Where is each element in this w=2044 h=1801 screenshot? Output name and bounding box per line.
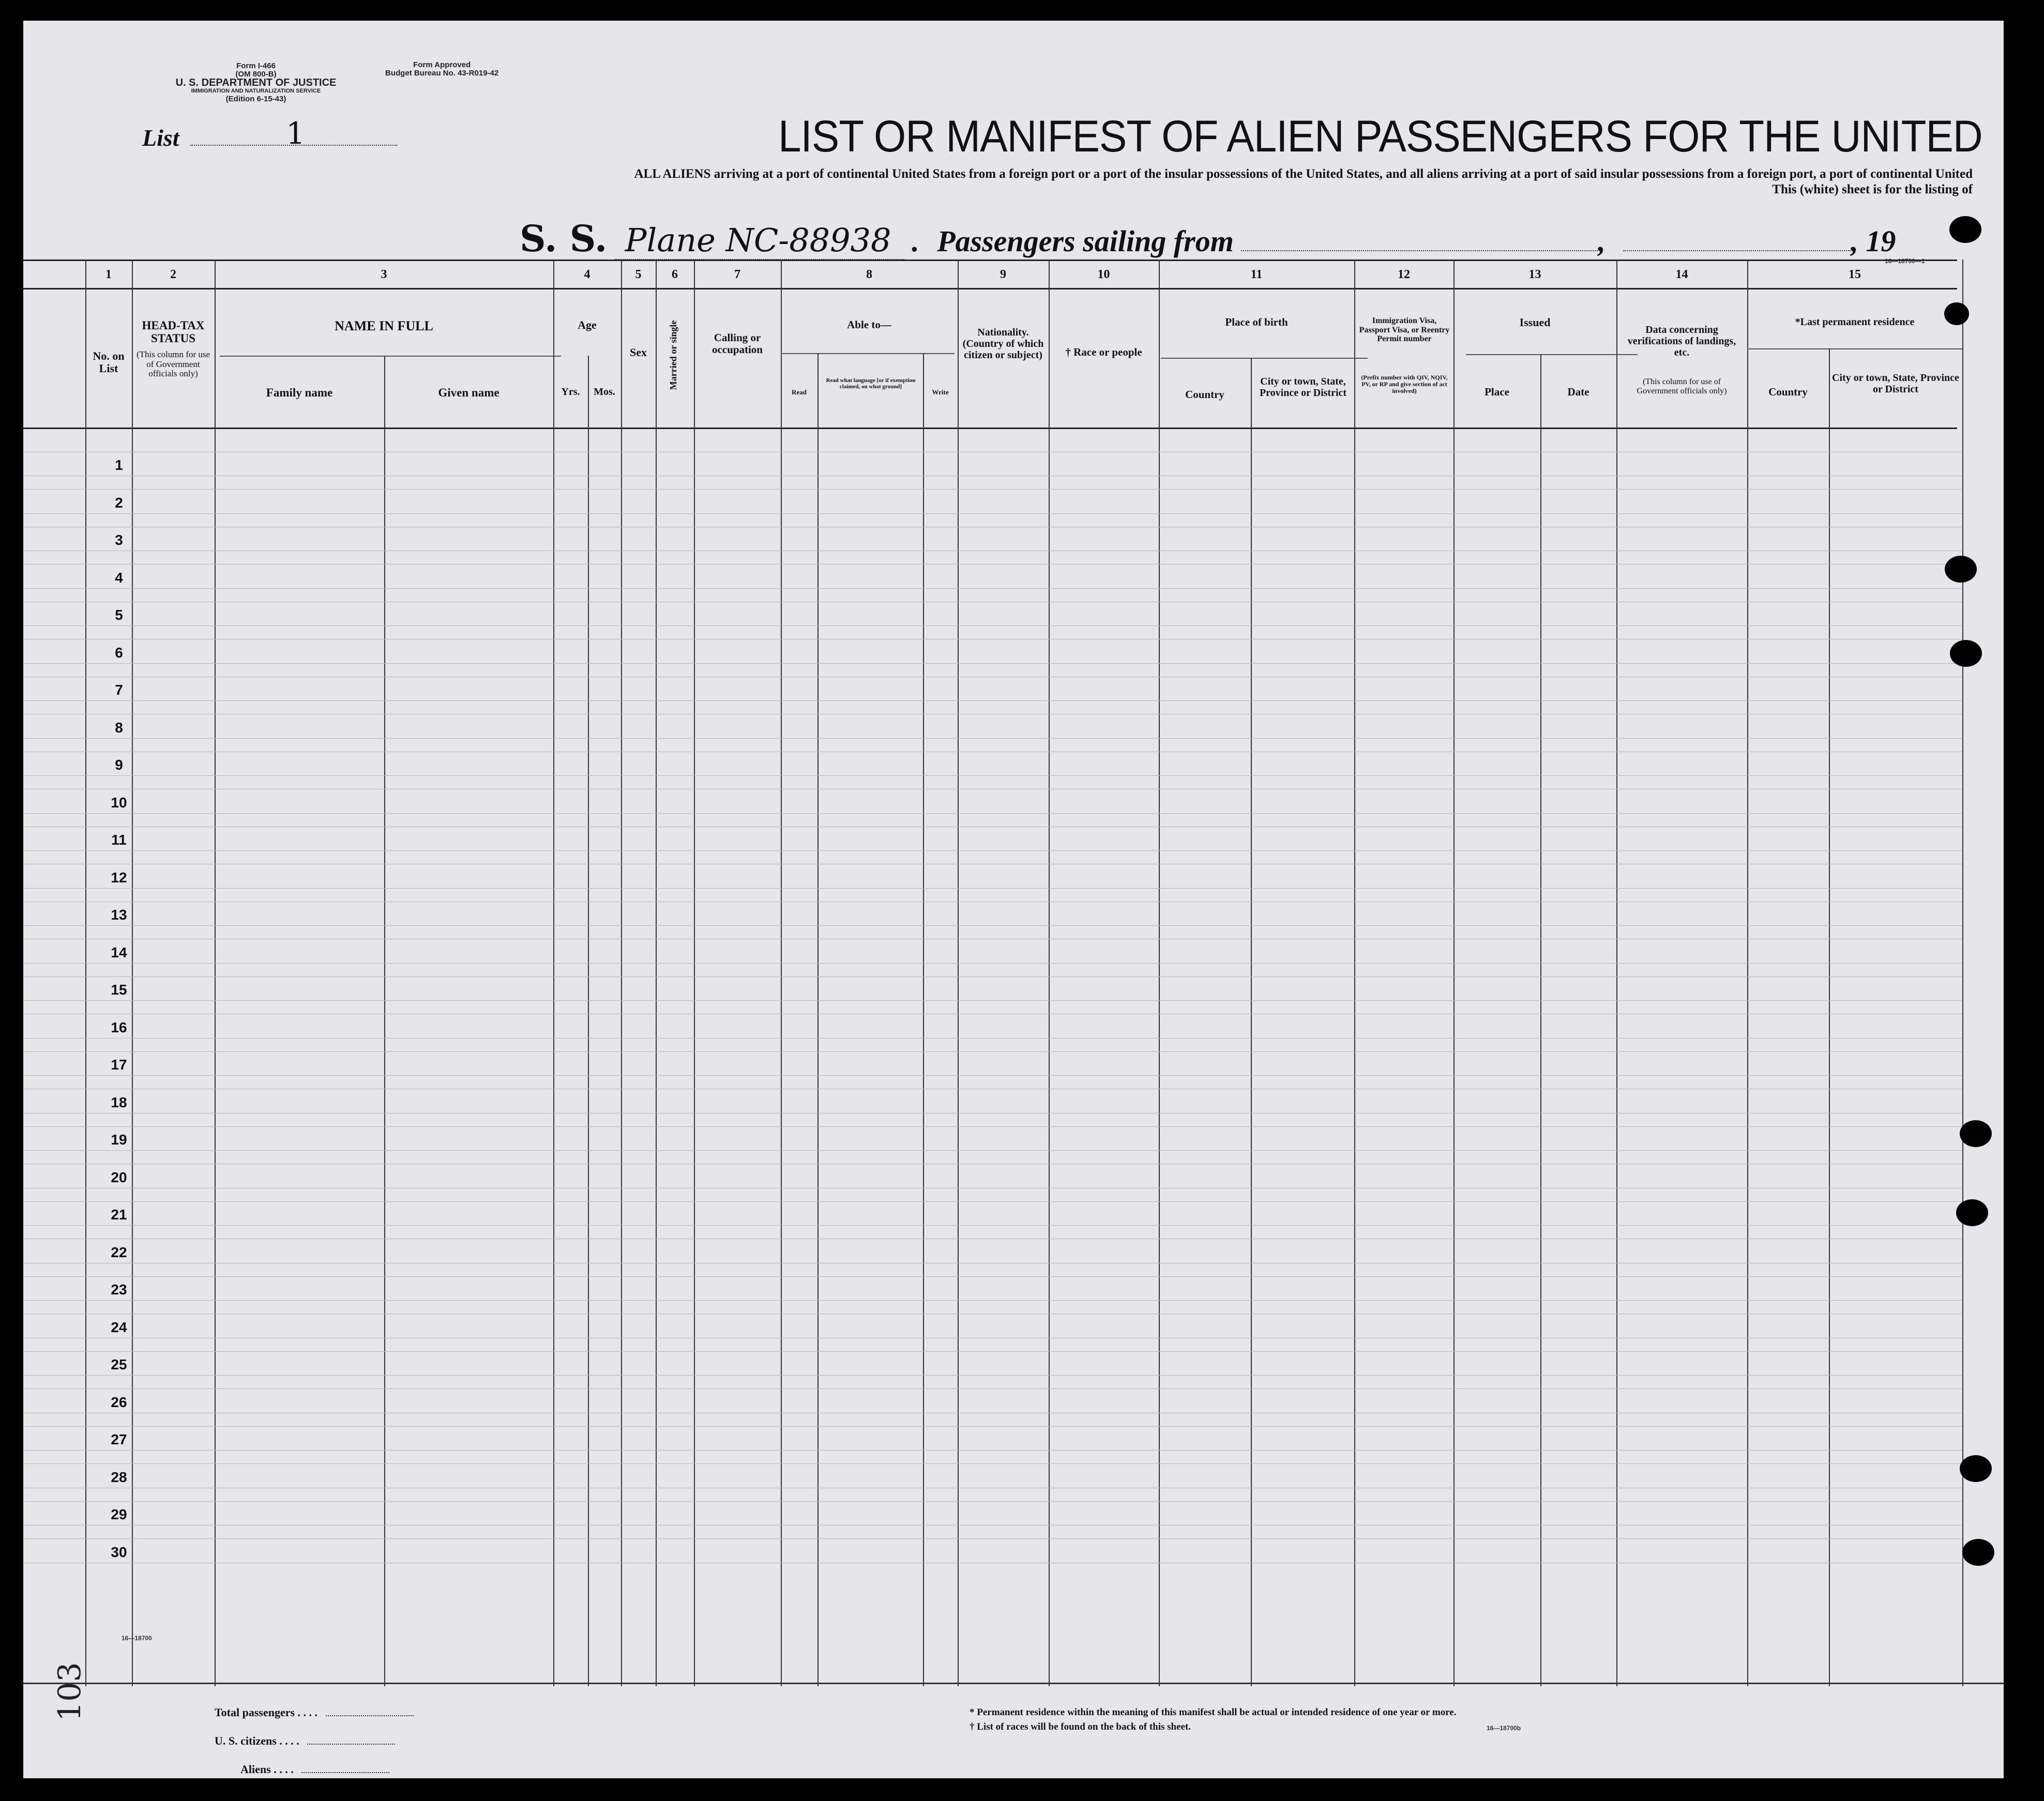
row-rule — [23, 925, 1962, 926]
year-prefix: 19 — [1866, 224, 1896, 258]
header-married: Married or single — [668, 320, 679, 390]
header-visa-note: (Prefix number with QIV, NQIV, PV, or RP and give section of act involved) — [1361, 374, 1448, 395]
header-no-on-list: No. on List — [93, 349, 125, 375]
punch-hole — [1960, 1455, 1992, 1482]
header-head-tax: HEAD-TAX STATUS — [142, 319, 205, 345]
row-number: 5 — [115, 607, 123, 623]
colnum-1: 1 — [105, 268, 112, 281]
row-number: 10 — [111, 794, 127, 811]
header-given-name: Given name — [438, 386, 499, 399]
header-country-15: Country — [1768, 386, 1808, 398]
punch-hole — [1949, 216, 1981, 243]
row-number: 9 — [115, 757, 123, 773]
row-rule — [23, 738, 1962, 739]
us-citizens: U. S. citizens . . . . — [215, 1734, 395, 1748]
margin-handwritten-number: 103 — [52, 1662, 88, 1721]
row-rule — [23, 1463, 1962, 1464]
header-city-town: City or town, State, Province or District — [1259, 376, 1347, 399]
row-number: 18 — [111, 1094, 127, 1110]
row-number: 14 — [111, 944, 127, 960]
top-code: 16—18700—1 — [1885, 257, 1925, 265]
row-number: 6 — [115, 644, 123, 661]
sailing-label: Passengers sailing from — [937, 224, 1234, 258]
subtitle-line-2: This (white) sheet is for the listing of — [1772, 182, 1973, 196]
footnote-code: 16—18700b — [1487, 1724, 1521, 1732]
colnum-8: 8 — [866, 268, 872, 281]
row-number: 20 — [111, 1169, 127, 1185]
aliens: Aliens . . . . — [240, 1763, 389, 1776]
row-rule — [23, 513, 1962, 514]
row-number: 23 — [111, 1281, 127, 1298]
row-rule — [23, 963, 1962, 964]
row-rule — [23, 1075, 1962, 1076]
row-number: 30 — [111, 1544, 127, 1560]
row-rule — [23, 1051, 1962, 1052]
row-number: 7 — [115, 682, 123, 698]
header-name-in-full: NAME IN FULL — [335, 318, 433, 333]
colnum-7: 7 — [734, 268, 740, 281]
manifest-table — [23, 260, 1962, 1686]
row-rule — [23, 976, 1962, 977]
list-field — [190, 116, 397, 151]
header-read: Read — [792, 388, 807, 396]
row-rule — [23, 850, 1962, 851]
punch-hole — [1945, 556, 1977, 583]
row-number: 17 — [111, 1057, 127, 1073]
row-rule — [23, 1426, 1962, 1427]
header-age: Age — [578, 318, 597, 331]
row-rule — [23, 1375, 1962, 1376]
header-country: Country — [1185, 388, 1224, 401]
punch-hole — [1944, 302, 1969, 325]
row-number: 25 — [111, 1356, 127, 1372]
aliens-field — [301, 1764, 389, 1773]
row-rule — [23, 663, 1962, 664]
row-number: 13 — [111, 907, 127, 923]
colnum-11: 11 — [1250, 268, 1263, 281]
approval-block — [385, 61, 498, 78]
row-number: 12 — [111, 869, 127, 886]
colnum-10: 10 — [1097, 268, 1110, 281]
colnum-2: 2 — [170, 268, 176, 281]
budget-number: Budget Bureau No. 43-R019-42 — [385, 69, 499, 78]
row-number: 27 — [111, 1431, 127, 1447]
row-number: 19 — [111, 1132, 127, 1148]
row-number: 15 — [111, 982, 127, 998]
header-last-residence: *Last permanent residence — [1795, 316, 1915, 328]
header-city-15: City or town, State, Province or District — [1832, 372, 1959, 395]
us-citizens-field — [307, 1735, 395, 1745]
row-rule — [23, 588, 1962, 589]
row-rule — [23, 1126, 1962, 1127]
colnum-9: 9 — [1000, 268, 1006, 281]
department: U. S. DEPARTMENT OF JUSTICE — [175, 77, 337, 88]
row-rule — [23, 1450, 1962, 1451]
colnum-4: 4 — [584, 268, 591, 281]
row-rule — [23, 1300, 1962, 1301]
header-able-to: Able to— — [847, 318, 891, 331]
row-rule — [23, 1351, 1962, 1352]
list-line — [142, 116, 397, 151]
row-number: 2 — [115, 494, 123, 511]
row-rule — [23, 1276, 1962, 1277]
form-header — [116, 62, 396, 103]
row-rule — [23, 700, 1962, 701]
form-approved: Form Approved — [413, 60, 471, 69]
colnum-5: 5 — [635, 268, 642, 281]
row-rule — [23, 1000, 1962, 1001]
subtitle-line-1: ALL ALIENS arriving at a port of continental United States from a foreign port or a port of the insular possessions of the United States, and all aliens arriving at a port of said insular possessions from a foreign port, a port of continental United — [634, 167, 1973, 181]
colnum-13: 13 — [1528, 268, 1541, 281]
footnote-races: † List of races will be found on the back of this sheet. — [970, 1721, 1191, 1732]
row-number: 29 — [111, 1506, 127, 1522]
colnum-12: 12 — [1398, 268, 1410, 281]
header-mos: Mos. — [594, 386, 615, 398]
row-rule — [23, 1038, 1962, 1039]
aliens-label: Aliens — [240, 1763, 271, 1776]
bottom-code: 16—18700 — [122, 1635, 152, 1642]
colnum-3: 3 — [381, 268, 387, 281]
row-rule — [23, 888, 1962, 889]
list-label: List — [142, 125, 179, 151]
vessel-line: S. S. Plane NC-88938 . Passengers sailing from , , 19 — [520, 217, 1896, 260]
vessel-name: Plane NC-88938 — [615, 221, 904, 260]
row-rule — [23, 1538, 1962, 1539]
row-number: 21 — [111, 1207, 127, 1223]
edition: (Edition 6-15-43) — [225, 95, 286, 103]
row-rule — [23, 1201, 1962, 1202]
colnum-14: 14 — [1675, 268, 1688, 281]
form-sub: (OM 800-B) — [235, 70, 277, 79]
row-number: 11 — [111, 832, 127, 848]
row-rule — [23, 625, 1962, 626]
header-place-of-birth: Place of birth — [1225, 316, 1288, 328]
total-passengers-label: Total passengers — [215, 1706, 295, 1719]
header-yrs: Yrs. — [561, 386, 580, 398]
punch-hole — [1956, 1199, 1988, 1226]
row-rule — [23, 775, 1962, 776]
header-family-name: Family name — [266, 386, 333, 399]
punch-hole — [1950, 640, 1982, 667]
ss-label: S. S. — [520, 217, 608, 260]
row-rule — [23, 1388, 1962, 1389]
punch-hole — [1962, 1539, 1994, 1566]
header-visa: Immigration Visa, Passport Visa, or Reentry Permit number — [1359, 316, 1450, 344]
header-date: Date — [1567, 386, 1589, 398]
row-number: 4 — [115, 569, 123, 586]
page-title: LIST OR MANIFEST OF ALIEN PASSENGERS FOR THE UNITED — [778, 112, 1982, 161]
header-place: Place — [1485, 386, 1509, 398]
header-write: Write — [932, 388, 949, 396]
header-head-tax-note: (This column for use of Government officials only) — [136, 349, 210, 379]
punch-hole — [1960, 1120, 1992, 1147]
row-number: 1 — [115, 457, 123, 473]
list-value: 1 — [286, 116, 305, 151]
row-rule — [23, 1225, 1962, 1226]
row-number: 8 — [115, 719, 123, 736]
total-passengers-field — [326, 1707, 414, 1716]
row-number: 16 — [111, 1019, 127, 1035]
header-issued: Issued — [1519, 316, 1551, 329]
sailing-date-field — [1623, 235, 1851, 251]
row-number: 26 — [111, 1394, 127, 1410]
header-calling: Calling or occupation — [711, 331, 763, 356]
row-number: 3 — [115, 532, 123, 548]
header-sex: Sex — [630, 346, 647, 359]
header-data-verif: Data concerning verifications of landings, etc. — [1627, 324, 1736, 358]
sailing-port-field — [1241, 235, 1598, 251]
colnum-6: 6 — [672, 268, 678, 281]
header-read-what: Read what language [or if exemption claimed, on what ground] — [826, 377, 916, 390]
service: IMMIGRATION AND NATURALIZATION SERVICE — [191, 88, 321, 94]
colnum-15: 15 — [1849, 268, 1861, 281]
subtitle — [416, 166, 1973, 197]
total-passengers: Total passengers . . . . — [215, 1706, 414, 1719]
row-rule — [23, 1501, 1962, 1502]
header-race: † Race or people — [1065, 346, 1142, 358]
row-number: 24 — [111, 1319, 127, 1335]
row-rule — [23, 813, 1962, 814]
footnote-permanent: * Permanent residence within the meaning of this manifest shall be actual or intended residence of one year or more. — [970, 1707, 1457, 1718]
manifest-page — [23, 21, 2004, 1778]
row-rule — [23, 1150, 1962, 1151]
row-rule — [23, 489, 1962, 490]
header-data-verif-note: (This column for use of Government officials only) — [1637, 377, 1727, 395]
form-number: Form I-466 — [236, 62, 276, 70]
us-citizens-label: U. S. citizens — [215, 1734, 277, 1747]
row-number: 22 — [111, 1244, 127, 1260]
header-nationality: Nationality. (Country of which citizen or subject) — [962, 327, 1044, 361]
row-number: 28 — [111, 1469, 127, 1485]
